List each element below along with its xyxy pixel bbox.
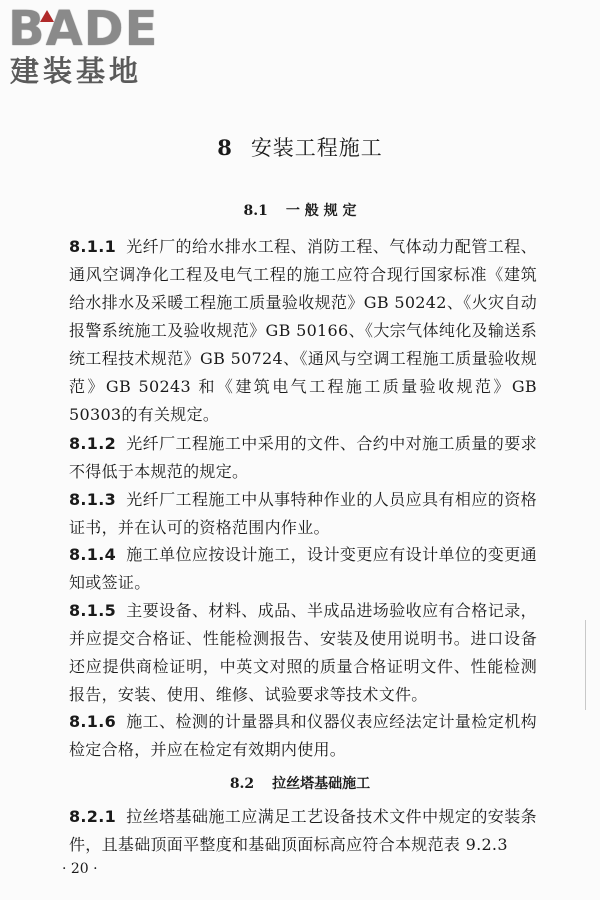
- clause-number: 8.1.3: [69, 490, 117, 509]
- section-number: 8.2: [229, 776, 255, 792]
- clause-number: 8.1.5: [69, 601, 117, 620]
- clause-text: 施工、检测的计量器具和仪器仪表应经法定计量检定机构检定合格，并应在检定有效期内使用。: [69, 712, 537, 759]
- logo-triangle-icon: [40, 10, 54, 22]
- section-heading: [0, 774, 600, 794]
- section-title: 拉丝塔基础施工: [272, 776, 371, 792]
- clause-number: 8.1.4: [69, 545, 117, 564]
- clause-number: 8.1.6: [69, 712, 117, 731]
- section-number: 8.1: [243, 203, 268, 219]
- clause-text: 光纤厂工程施工中从事特种作业的人员应具有相应的资格证书，并在认可的资格范围内作业。: [69, 490, 537, 537]
- clause-paragraph: [69, 430, 537, 486]
- clause-paragraph: [69, 708, 537, 764]
- page-number: · 20 ·: [62, 861, 98, 877]
- clause-number: 8.1.1: [69, 237, 117, 256]
- clause-number: 8.1.2: [69, 434, 117, 453]
- chapter-number: 8: [217, 135, 233, 160]
- clause-text: 光纤厂工程施工中采用的文件、合约中对施工质量的要求不得低于本规范的规定。: [69, 434, 537, 481]
- logo-brand-text: BADE: [8, 1, 159, 57]
- clause-text: 主要设备、材料、成品、半成品进场验收应有合格记录，并应提交合格证、性能检测报告、安装及使用说明书。进口设备还应提供商检证明，中英文对照的质量合格证明文件、性能检测报告，安装、使用、维修、试验要求等技术文件。: [69, 601, 537, 704]
- clause-text: 光纤厂的给水排水工程、消防工程、气体动力配管工程、通风空调净化工程及电气工程的施工应符合现行国家标准《建筑给水排水及采暖工程施工质量验收规范》GB 50242、《火灾自动报警系统施工及验收规范》GB 50166、《大宗气体纯化及输送系统工程技术规范》GB 50724、《通风与空调工程施工质量验收规范》GB 50243 和《建筑电气工程施工质量验收规范》GB 50303的有关规定。: [69, 237, 537, 424]
- clause-paragraph: [69, 597, 537, 709]
- logo-chinese-text: 建装基地: [10, 54, 143, 88]
- clause-text: 施工单位应按设计施工，设计变更应有设计单位的变更通知或签证。: [69, 545, 537, 592]
- clause-paragraph: [69, 803, 537, 859]
- section-heading: [0, 201, 600, 221]
- clause-number: 8.2.1: [69, 807, 117, 826]
- chapter-title: 安装工程施工: [250, 136, 383, 160]
- scan-edge-line: [585, 620, 586, 710]
- bade-logo: [8, 1, 178, 90]
- section-title: 一 般 规 定: [285, 203, 357, 219]
- clause-paragraph: [69, 233, 537, 429]
- clause-paragraph: [69, 541, 537, 597]
- clause-paragraph: [69, 486, 537, 542]
- chapter-heading: [0, 135, 600, 161]
- clause-text: 拉丝塔基础施工应满足工艺设备技术文件中规定的安装条件，且基础顶面平整度和基础顶面标高应符合本规范表 9.2.3: [69, 807, 537, 854]
